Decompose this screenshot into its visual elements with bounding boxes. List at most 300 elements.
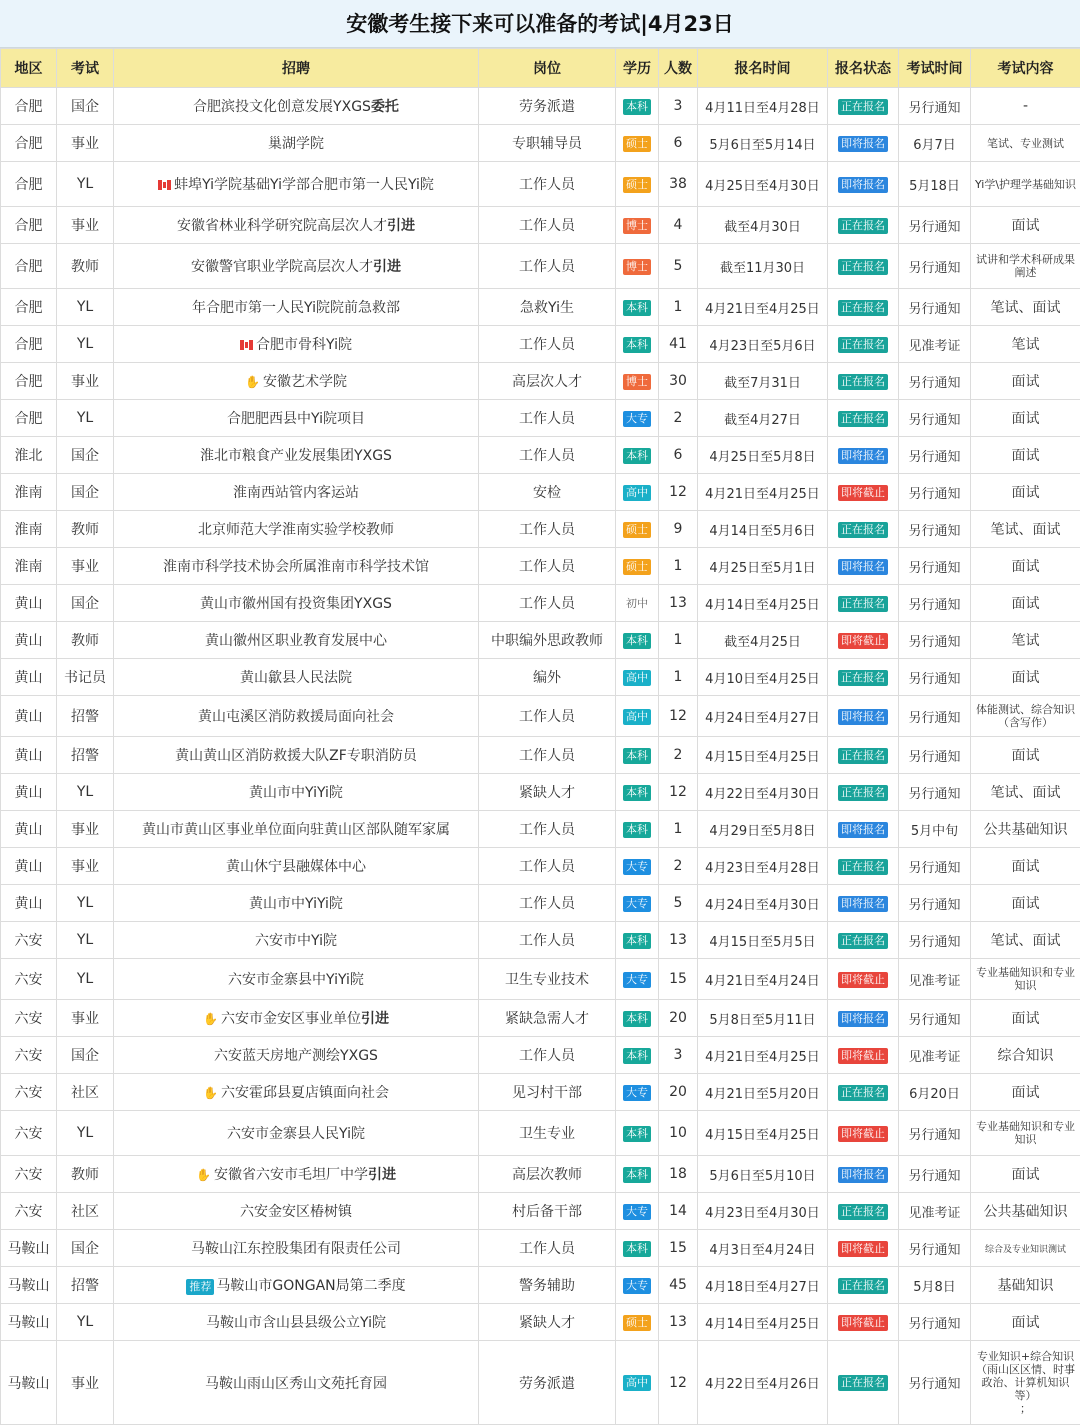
cell-exam: YL [57,774,114,811]
cell-register-time: 5月8日至5月11日 [698,1000,828,1037]
cell-exam-time: 另行通知 [899,474,971,511]
cell-exam: 国企 [57,88,114,125]
cell-exam: YL [57,162,114,207]
cell-region: 合肥 [1,326,57,363]
table-row [1,737,1080,774]
cell-job [114,1074,479,1111]
status-badge: 正在报名 [838,374,888,390]
cell-register-time: 截至4月25日 [698,622,828,659]
cell-exam: YL [57,1304,114,1341]
education-badge: 本科 [623,933,651,949]
education-badge: 大专 [623,896,651,912]
status-badge: 即将截止 [838,485,888,501]
cell-register-status [828,811,899,848]
job-name: 蚌埠Yi学院基础Yi学部合肥市第一人民Yi院 [174,177,434,193]
table-row [1,548,1080,585]
cell-exam-content: 面试 [971,1000,1080,1037]
cell-register-status [828,659,899,696]
cell-exam: YL [57,1111,114,1156]
cell-count: 13 [659,1304,698,1341]
table-row [1,88,1080,125]
cell-job [114,696,479,737]
cell-count: 41 [659,326,698,363]
cell-education [616,1037,659,1074]
cell-register-time: 4月23日至5月6日 [698,326,828,363]
cell-education [616,811,659,848]
cell-post: 卫生专业 [479,1111,616,1156]
cell-job [114,400,479,437]
cell-exam: 国企 [57,1037,114,1074]
cell-exam-time: 另行通知 [899,437,971,474]
cell-exam-time: 6月7日 [899,125,971,162]
table-row [1,585,1080,622]
cell-count: 30 [659,363,698,400]
cell-exam: YL [57,922,114,959]
cell-post: 卫生专业技术 [479,959,616,1000]
cell-post: 工作人员 [479,1230,616,1267]
cell-post: 高层次人才 [479,363,616,400]
table-row [1,363,1080,400]
education-badge: 硕士 [623,1315,651,1331]
cell-post: 工作人员 [479,737,616,774]
cell-register-time: 4月21日至4月25日 [698,289,828,326]
education-badge: 硕士 [623,177,651,193]
cell-education [616,848,659,885]
cell-region: 黄山 [1,811,57,848]
status-badge: 正在报名 [838,933,888,949]
cell-exam: 事业 [57,207,114,244]
cell-exam-time: 另行通知 [899,622,971,659]
cell-region: 六安 [1,922,57,959]
cell-exam: 社区 [57,1193,114,1230]
cell-education [616,326,659,363]
status-badge: 即将截止 [838,1241,888,1257]
education-badge: 本科 [623,1048,651,1064]
cell-count: 6 [659,125,698,162]
cell-count: 20 [659,1000,698,1037]
cell-education [616,585,659,622]
job-name: 淮南西站管内客运站 [233,485,359,501]
job-name: 黄山黄山区消防救援大队ZF专职消防员 [175,748,417,764]
cell-count: 1 [659,548,698,585]
cell-count: 5 [659,244,698,289]
cell-job [114,622,479,659]
cell-exam: 国企 [57,1230,114,1267]
cell-register-status [828,511,899,548]
cell-exam-content: 公共基础知识 [971,1193,1080,1230]
header-register-time: 报名时间 [698,49,828,88]
cell-region: 合肥 [1,88,57,125]
status-badge: 正在报名 [838,859,888,875]
cell-region: 六安 [1,1111,57,1156]
cell-exam-time: 另行通知 [899,737,971,774]
cell-exam-time: 另行通知 [899,922,971,959]
cell-register-status [828,1074,899,1111]
cell-region: 六安 [1,1037,57,1074]
job-name: 六安霍邱县夏店镇面向社会 [221,1085,389,1101]
cell-register-status [828,737,899,774]
job-name: 六安市中Yi院 [255,933,337,949]
cell-post: 工作人员 [479,922,616,959]
cell-count: 12 [659,474,698,511]
job-name: 合肥肥西县中Yi院项目 [227,411,365,427]
table-row [1,326,1080,363]
cell-job [114,659,479,696]
cell-count: 3 [659,1037,698,1074]
cell-exam: 事业 [57,1341,114,1425]
cell-exam-content: 笔试 [971,622,1080,659]
cell-exam-content: 面试 [971,848,1080,885]
status-badge: 即将截止 [838,1315,888,1331]
cell-count: 9 [659,511,698,548]
job-name: 六安金安区椿树镇 [240,1204,352,1220]
cell-region: 淮南 [1,474,57,511]
cell-register-status [828,363,899,400]
cell-education [616,162,659,207]
cell-count: 2 [659,848,698,885]
cell-education [616,959,659,1000]
cell-register-status [828,959,899,1000]
cell-education [616,363,659,400]
cell-job [114,548,479,585]
cell-exam: 教师 [57,622,114,659]
cell-region: 马鞍山 [1,1304,57,1341]
table-row [1,1304,1080,1341]
job-name: 黄山休宁县融媒体中心 [226,859,366,875]
cell-count: 14 [659,1193,698,1230]
table-row [1,1074,1080,1111]
education-badge: 大专 [623,859,651,875]
cell-job [114,1267,479,1304]
education-badge: 硕士 [623,136,651,152]
cell-count: 38 [659,162,698,207]
job-name: 马鞍山江东控股集团有限责任公司 [191,1241,401,1257]
education-badge: 本科 [623,448,651,464]
cell-register-time: 4月14日至4月25日 [698,1304,828,1341]
job-name: 黄山市中YiYi院 [249,896,343,912]
job-name: 六安市金安区事业单位 [221,1011,361,1027]
table-row [1,959,1080,1000]
cell-education [616,207,659,244]
cell-count: 2 [659,400,698,437]
cell-exam-time: 另行通知 [899,585,971,622]
cell-exam-content: 面试 [971,400,1080,437]
job-name: 马鞍山市GONGAN局第二季度 [216,1278,405,1294]
status-badge: 即将报名 [838,896,888,912]
cell-education [616,1304,659,1341]
job-name: 六安市金寨县人民Yi院 [227,1126,365,1142]
table-row [1,1341,1080,1425]
cell-exam-time: 另行通知 [899,88,971,125]
job-name: 安徽省林业科学研究院高层次人才 [177,218,387,234]
education-badge: 博士 [623,374,651,390]
cell-register-status [828,244,899,289]
cell-register-status [828,162,899,207]
job-name: 合肥滨投文化创意发展YXGS [193,99,371,115]
cell-register-status [828,774,899,811]
cell-exam: 国企 [57,585,114,622]
cell-count: 13 [659,585,698,622]
cell-education [616,1156,659,1193]
cell-register-time: 4月24日至4月27日 [698,696,828,737]
job-keyword: 引进 [387,218,415,234]
status-badge: 正在报名 [838,670,888,686]
cell-education [616,474,659,511]
cell-count: 18 [659,1156,698,1193]
cell-education [616,125,659,162]
cell-register-time: 4月15日至4月25日 [698,1111,828,1156]
education-badge: 高中 [623,709,651,725]
cell-register-time: 4月15日至5月5日 [698,922,828,959]
cell-exam-content: 面试 [971,1074,1080,1111]
cell-job [114,811,479,848]
cell-register-time: 截至7月31日 [698,363,828,400]
cell-region: 六安 [1,1074,57,1111]
header-education: 学历 [616,49,659,88]
table-row [1,1156,1080,1193]
cell-register-time: 4月22日至4月26日 [698,1341,828,1425]
education-badge: 博士 [623,259,651,275]
cell-exam-time: 见准考证 [899,1037,971,1074]
header-register-status: 报名状态 [828,49,899,88]
cell-register-status [828,88,899,125]
cell-count: 1 [659,289,698,326]
cell-job [114,959,479,1000]
status-badge: 即将报名 [838,136,888,152]
status-badge: 即将报名 [838,1167,888,1183]
status-badge: 即将截止 [838,633,888,649]
status-badge: 正在报名 [838,785,888,801]
cell-exam-content: 面试 [971,1156,1080,1193]
header-post: 岗位 [479,49,616,88]
cell-exam-content: 专业基础知识和专业知识 [971,1111,1080,1156]
table-row [1,1037,1080,1074]
cell-job [114,737,479,774]
cell-register-time: 4月25日至4月30日 [698,162,828,207]
cell-education [616,244,659,289]
recommend-tag: 推荐 [186,1279,214,1295]
cell-count: 13 [659,922,698,959]
education-badge: 大专 [623,1278,651,1294]
table-row [1,696,1080,737]
table-body [1,88,1080,1425]
status-badge: 正在报名 [838,259,888,275]
cell-job [114,585,479,622]
cell-exam: 事业 [57,848,114,885]
education-badge: 大专 [623,1085,651,1101]
cell-exam-content: 面试 [971,437,1080,474]
cell-register-time: 4月24日至4月30日 [698,885,828,922]
status-badge: 正在报名 [838,1278,888,1294]
cell-education [616,885,659,922]
cell-job [114,511,479,548]
job-name: 合肥市骨科Yi院 [256,337,352,353]
cell-region: 合肥 [1,289,57,326]
cell-register-time: 4月21日至4月25日 [698,1037,828,1074]
education-badge: 初中 [623,596,651,612]
cell-register-status [828,437,899,474]
cell-job [114,922,479,959]
cell-post: 紧缺人才 [479,774,616,811]
cell-register-time: 4月21日至4月25日 [698,474,828,511]
cell-exam-time: 见准考证 [899,326,971,363]
cell-education [616,622,659,659]
job-name: 年合肥市第一人民Yi院院前急救部 [192,300,400,316]
status-badge: 正在报名 [838,337,888,353]
cell-post: 专职辅导员 [479,125,616,162]
cell-exam: 事业 [57,125,114,162]
cell-register-status [828,289,899,326]
header-count: 人数 [659,49,698,88]
cell-region: 马鞍山 [1,1230,57,1267]
cell-job [114,1111,479,1156]
cell-register-status [828,474,899,511]
cell-count: 5 [659,885,698,922]
cell-exam-content: 面试 [971,207,1080,244]
cell-region: 合肥 [1,125,57,162]
job-keyword: 委托 [371,99,399,115]
cell-register-status [828,848,899,885]
job-name: 黄山歙县人民法院 [240,670,352,686]
education-badge: 高中 [623,485,651,501]
education-badge: 高中 [623,1375,651,1391]
cell-post: 工作人员 [479,848,616,885]
job-name: 黄山屯溪区消防救援局面向社会 [198,709,394,725]
cell-exam-time: 另行通知 [899,289,971,326]
cell-exam-content: 笔试、面试 [971,922,1080,959]
cell-post: 工作人员 [479,326,616,363]
cell-job [114,1000,479,1037]
thumb-icon: ✋ [196,1168,211,1182]
cell-exam: YL [57,400,114,437]
cell-education [616,437,659,474]
education-badge: 大专 [623,972,651,988]
cell-count: 20 [659,1074,698,1111]
education-badge: 本科 [623,748,651,764]
status-badge: 即将报名 [838,822,888,838]
education-badge: 本科 [623,337,651,353]
cell-region: 合肥 [1,363,57,400]
cell-region: 六安 [1,1000,57,1037]
table-row [1,437,1080,474]
cell-exam-content: 面试 [971,548,1080,585]
cell-education [616,1000,659,1037]
cell-register-status [828,1000,899,1037]
cell-exam-time: 5月中旬 [899,811,971,848]
cell-exam-content: 面试 [971,659,1080,696]
cell-count: 1 [659,811,698,848]
cell-job [114,774,479,811]
cell-exam-content: 笔试、专业测试 [971,125,1080,162]
cell-register-time: 4月29日至5月8日 [698,811,828,848]
job-keyword: 引进 [373,259,401,275]
cell-post: 工作人员 [479,1037,616,1074]
flag-icon [158,180,171,190]
cell-region: 淮北 [1,437,57,474]
cell-register-time: 4月11日至4月28日 [698,88,828,125]
cell-exam-time: 另行通知 [899,1304,971,1341]
job-name: 北京师范大学淮南实验学校教师 [198,522,394,538]
cell-post: 紧缺人才 [479,1304,616,1341]
status-badge: 即将报名 [838,1011,888,1027]
cell-region: 马鞍山 [1,1341,57,1425]
table-row [1,474,1080,511]
cell-post: 见习村干部 [479,1074,616,1111]
job-name: 黄山市黄山区事业单位面向驻黄山区部队随军家属 [142,822,450,838]
cell-job [114,162,479,207]
thumb-icon: ✋ [203,1012,218,1026]
cell-job [114,88,479,125]
cell-count: 12 [659,696,698,737]
cell-exam-content: 综合及专业知识测试 [971,1230,1080,1267]
status-badge: 正在报名 [838,1375,888,1391]
cell-region: 黄山 [1,659,57,696]
cell-region: 黄山 [1,696,57,737]
cell-exam: 国企 [57,474,114,511]
cell-exam-time: 另行通知 [899,1111,971,1156]
education-badge: 本科 [623,633,651,649]
cell-register-status [828,622,899,659]
education-badge: 本科 [623,1241,651,1257]
cell-exam-time: 另行通知 [899,244,971,289]
cell-exam-content: 面试 [971,474,1080,511]
cell-register-time: 4月18日至4月27日 [698,1267,828,1304]
cell-exam: YL [57,959,114,1000]
table-row [1,289,1080,326]
cell-exam-content: 面试 [971,737,1080,774]
cell-exam: 事业 [57,811,114,848]
cell-register-time: 4月14日至4月25日 [698,585,828,622]
cell-post: 工作人员 [479,885,616,922]
cell-exam-content: 试讲和学术科研成果阐述 [971,244,1080,289]
cell-post: 紧缺急需人才 [479,1000,616,1037]
job-name: 安徽警官职业学院高层次人才 [191,259,373,275]
cell-post: 工作人员 [479,400,616,437]
cell-region: 合肥 [1,244,57,289]
cell-region: 合肥 [1,207,57,244]
education-badge: 硕士 [623,559,651,575]
cell-post: 安检 [479,474,616,511]
cell-register-time: 4月22日至4月30日 [698,774,828,811]
cell-job [114,474,479,511]
cell-education [616,1074,659,1111]
cell-job [114,1156,479,1193]
cell-exam-time: 5月18日 [899,162,971,207]
cell-job [114,1341,479,1425]
cell-post: 高层次教师 [479,1156,616,1193]
education-badge: 本科 [623,99,651,115]
job-name: 六安蓝天房地产测绘YXGS [214,1048,378,1064]
flag-icon [240,340,253,350]
status-badge: 即将报名 [838,448,888,464]
cell-exam: 招警 [57,1267,114,1304]
cell-register-time: 4月23日至4月28日 [698,848,828,885]
cell-region: 黄山 [1,774,57,811]
education-badge: 本科 [623,1126,651,1142]
cell-exam: 事业 [57,548,114,585]
cell-exam: 事业 [57,363,114,400]
status-badge: 即将截止 [838,1126,888,1142]
status-badge: 正在报名 [838,300,888,316]
cell-register-status [828,548,899,585]
table-row [1,511,1080,548]
cell-exam-content: 笔试、面试 [971,774,1080,811]
cell-register-time: 截至11月30日 [698,244,828,289]
cell-exam: 国企 [57,437,114,474]
cell-education [616,511,659,548]
cell-exam: YL [57,326,114,363]
cell-exam-content: 笔试、面试 [971,511,1080,548]
